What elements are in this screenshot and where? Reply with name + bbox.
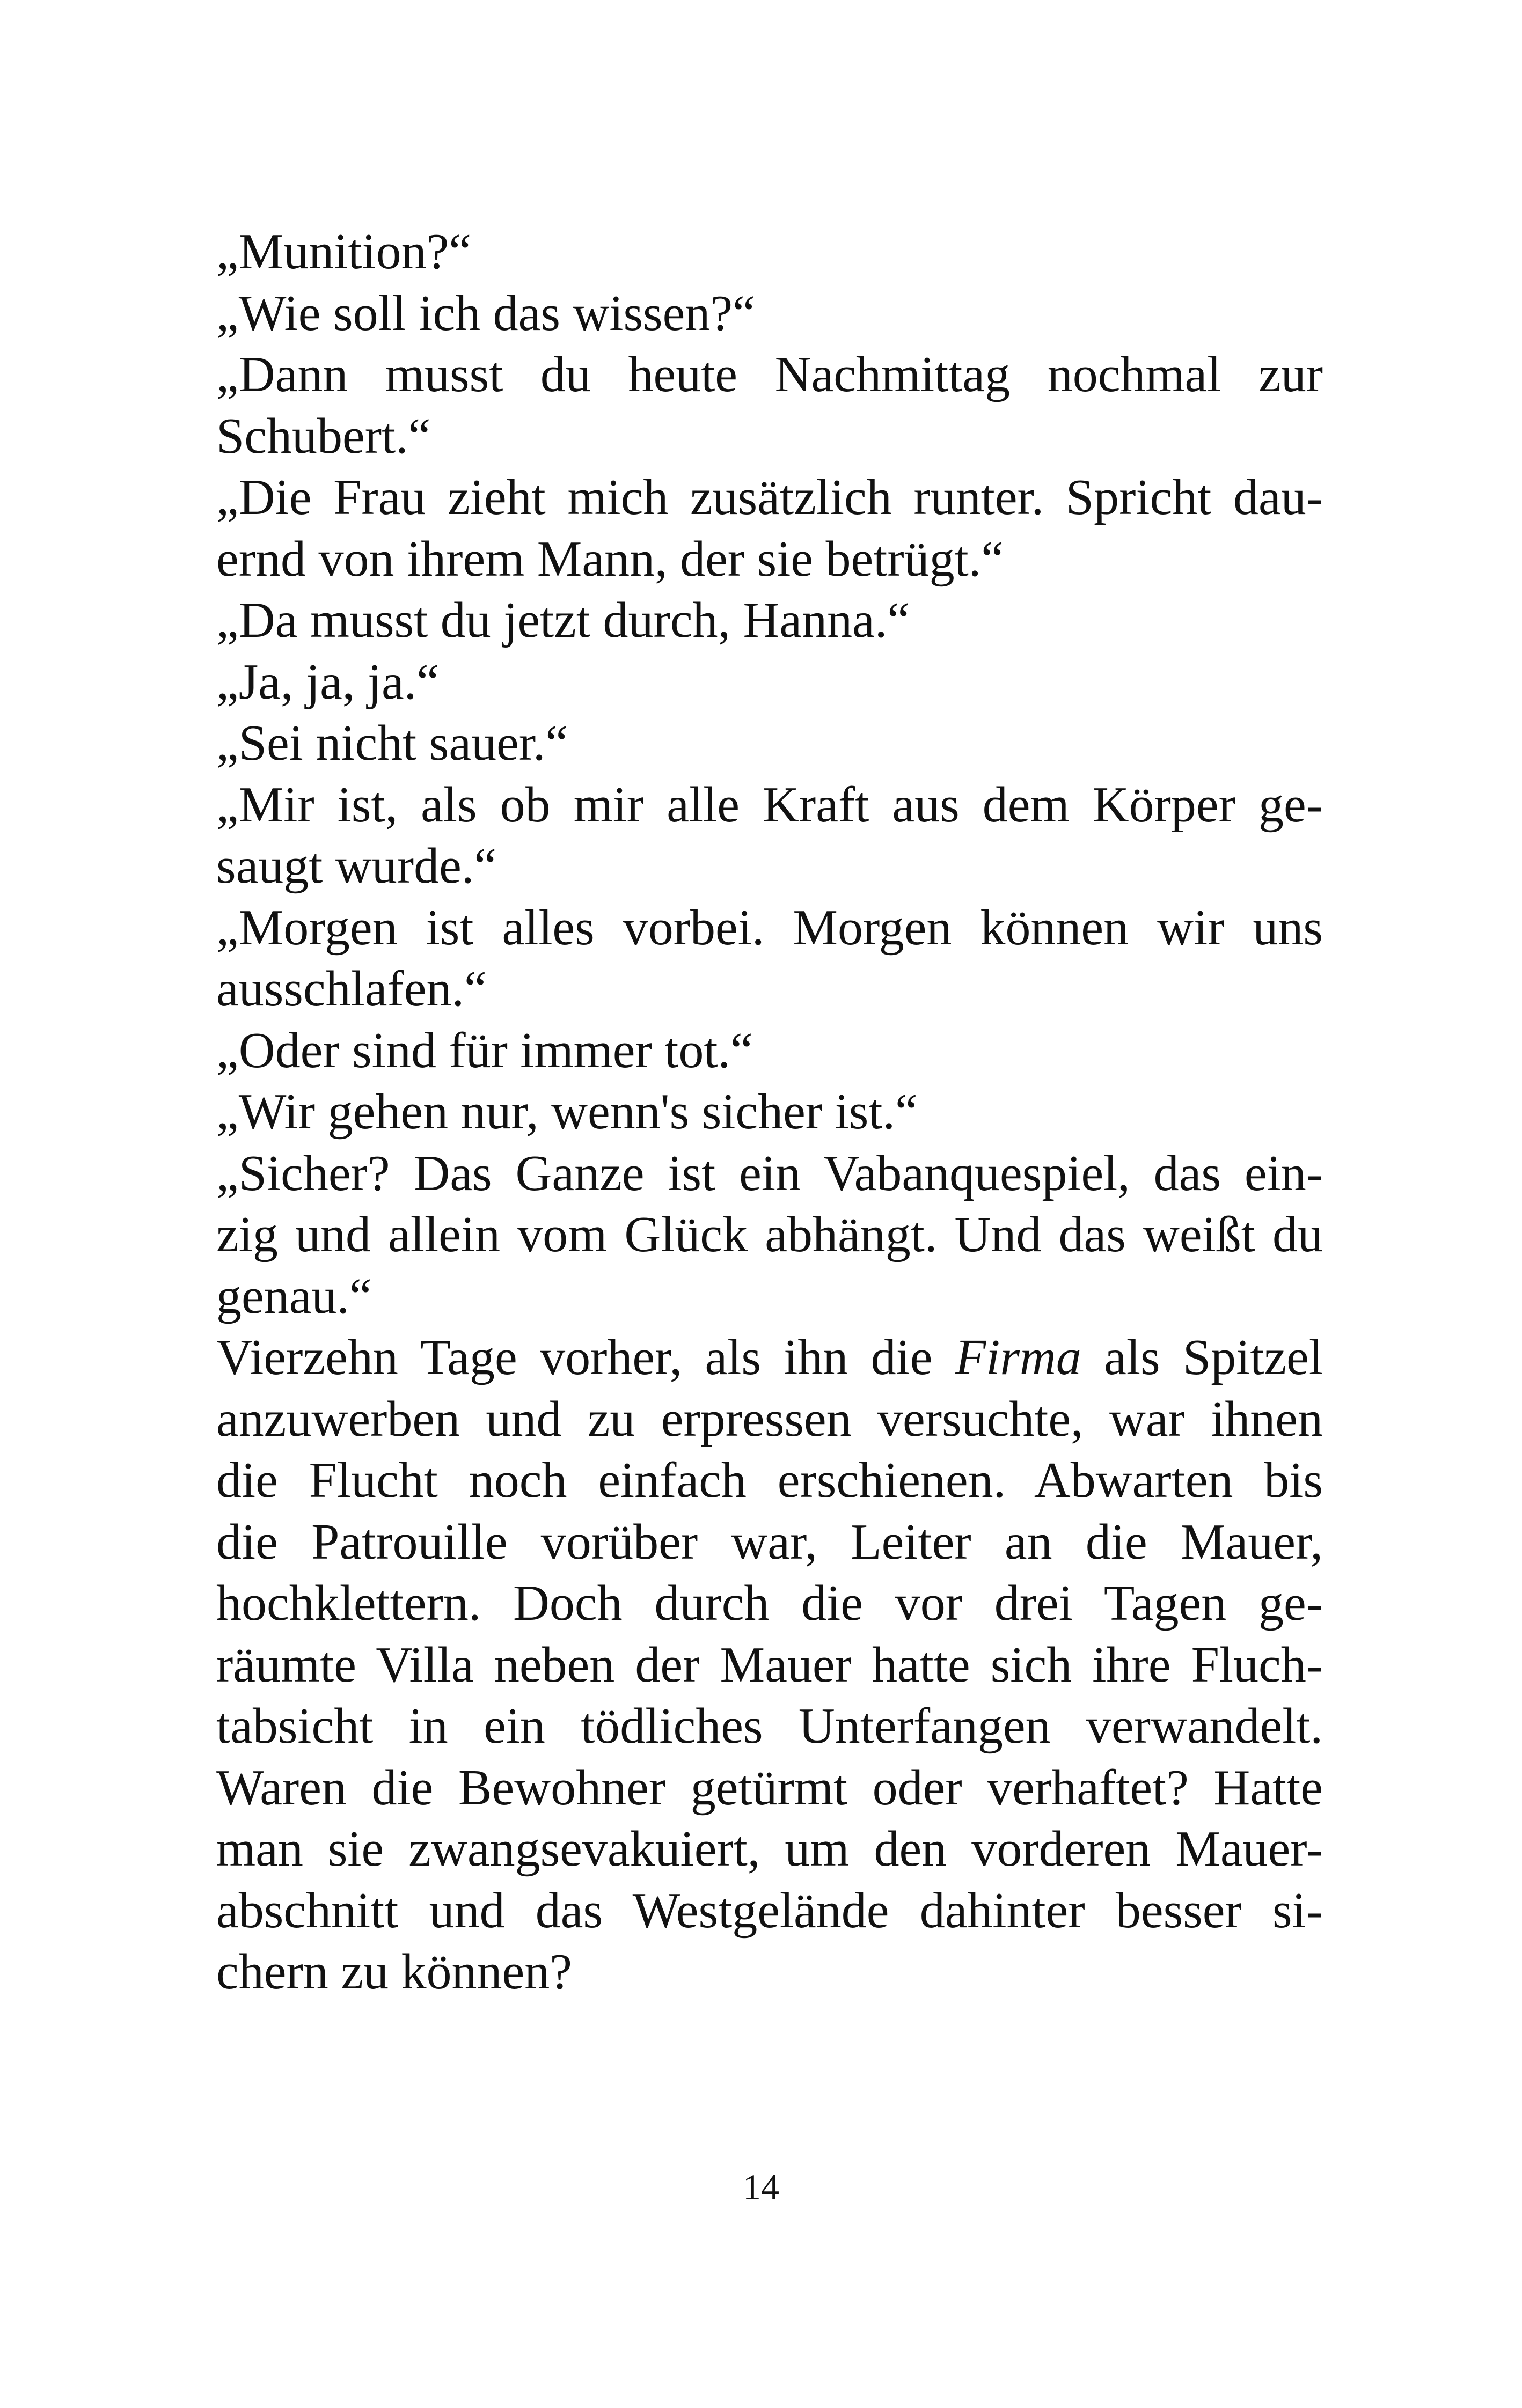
text-line: abschnitt und das Westgelände dahinter besser si- — [216, 1882, 1323, 1939]
text-line: chern zu können? — [216, 1944, 572, 2000]
text-line: räumte Villa neben der Mauer hatte sich ihre Fluch- — [216, 1636, 1323, 1693]
text-line: „Die Frau zieht mich zusätzlich runter. Spricht dau- — [216, 469, 1323, 525]
text-line: ernd von ihrem Mann, der sie betrügt.“ — [216, 531, 1004, 587]
text-line: „Munition?“ — [216, 224, 472, 280]
text-line: ausschlafen.“ — [216, 961, 487, 1017]
body-text — [216, 221, 1323, 2003]
page-number: 14 — [743, 2167, 779, 2207]
text-line: Waren die Bewohner getürmt oder verhaftet? Hatte — [216, 1759, 1323, 1816]
text-line: „Morgen ist alles vorbei. Morgen können wir uns — [216, 899, 1323, 956]
text-run: Vierzehn Tage vorher, als ihn die — [216, 1330, 955, 1385]
text-line: „Ja, ja, ja.“ — [216, 654, 439, 710]
text-line: man sie zwangsevakuiert, um den vorderen Mauer- — [216, 1821, 1323, 1877]
text-line: anzuwerben und zu erpressen versuchte, war ihnen — [216, 1391, 1323, 1447]
text-line: „Wie soll ich das wissen?“ — [216, 285, 755, 341]
text-line: die Flucht noch einfach erschienen. Abwarten bis — [216, 1452, 1323, 1508]
text-line: saugt wurde.“ — [216, 838, 497, 894]
text-line: „Mir ist, als ob mir alle Kraft aus dem Körper ge- — [216, 776, 1323, 833]
text-line: Schubert.“ — [216, 408, 431, 464]
text-line: „Wir gehen nur, wenn's sicher ist.“ — [216, 1084, 918, 1140]
italic-term: Firma — [955, 1330, 1081, 1385]
text-line — [216, 1327, 1323, 1389]
text-line: genau.“ — [216, 1268, 372, 1324]
text-run: als Spitzel — [1081, 1330, 1323, 1385]
text-line: hochklettern. Doch durch die vor drei Tagen ge- — [216, 1575, 1323, 1631]
text-line: „Sei nicht sauer.“ — [216, 715, 568, 771]
text-line: „Da musst du jetzt durch, Hanna.“ — [216, 592, 910, 648]
text-line: „Sicher? Das Ganze ist ein Vabanquespiel, das ein- — [216, 1145, 1323, 1201]
text-line: „Dann musst du heute Nachmittag nochmal zur — [216, 347, 1323, 402]
text-line: zig und allein vom Glück abhängt. Und das weißt du — [216, 1207, 1323, 1262]
text-line: tabsicht in ein tödliches Unterfangen verwandelt. — [216, 1698, 1323, 1754]
text-line: „Oder sind für immer tot.“ — [216, 1022, 753, 1078]
text-line: die Patrouille vorüber war, Leiter an die Mauer, — [216, 1514, 1323, 1570]
